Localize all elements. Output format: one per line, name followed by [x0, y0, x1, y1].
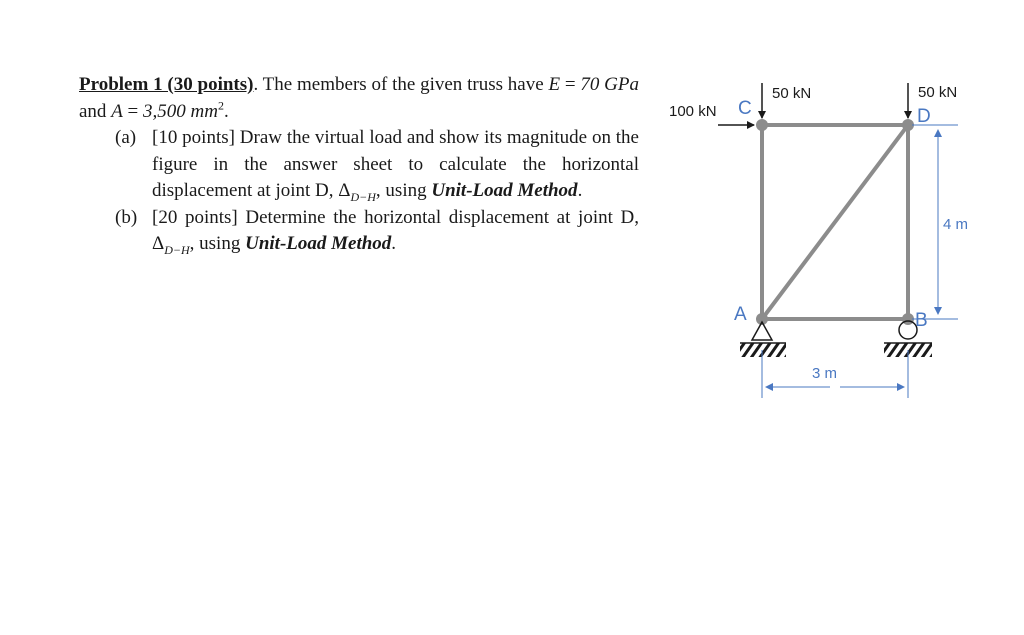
- problem-intro: Problem 1 (30 points). The members of the given truss have E = 70 GPa and A = 3,500 $mm^2$.: [79, 74, 639, 122]
- load-c-vertical-label: 50 kN: [772, 85, 812, 102]
- part-a-text: [10 points] Draw the virtual load and show its magnitude on the figure in the answer sheet to calculate the horizontal displacement at joint D, $\Delta_{D-H}$, using Unit-Load Method.: [152, 127, 639, 204]
- joint-c-label: C: [738, 98, 752, 119]
- pin-support-a: [740, 322, 786, 357]
- dimensions: [762, 125, 958, 398]
- problem-heading: Problem 1 (30 points): [79, 74, 254, 95]
- joint-c-node: [756, 119, 768, 131]
- part-b-text: [20 points] Determine the horizontal displacement at joint D, $\Delta_{D-H}$, using Unit-Load Method.: [152, 206, 639, 257]
- joint-d-label: D: [917, 106, 931, 127]
- member-ad: [762, 125, 908, 319]
- truss-members: [762, 125, 908, 319]
- part-a-label: (a): [115, 127, 137, 148]
- width-dimension-label: 3 m: [812, 365, 838, 382]
- modulus-value: 70 GPa: [580, 74, 639, 95]
- joint-a-label: A: [734, 304, 747, 325]
- area-value: 3,500 mm: [143, 100, 218, 122]
- load-d-vertical-label: 50 kN: [918, 84, 958, 101]
- height-dimension-label: 4 m: [943, 216, 969, 233]
- load-c-horizontal-label: 100 kN: [669, 103, 717, 120]
- joint-b-label: B: [915, 310, 928, 331]
- part-b-label: (b): [115, 206, 138, 228]
